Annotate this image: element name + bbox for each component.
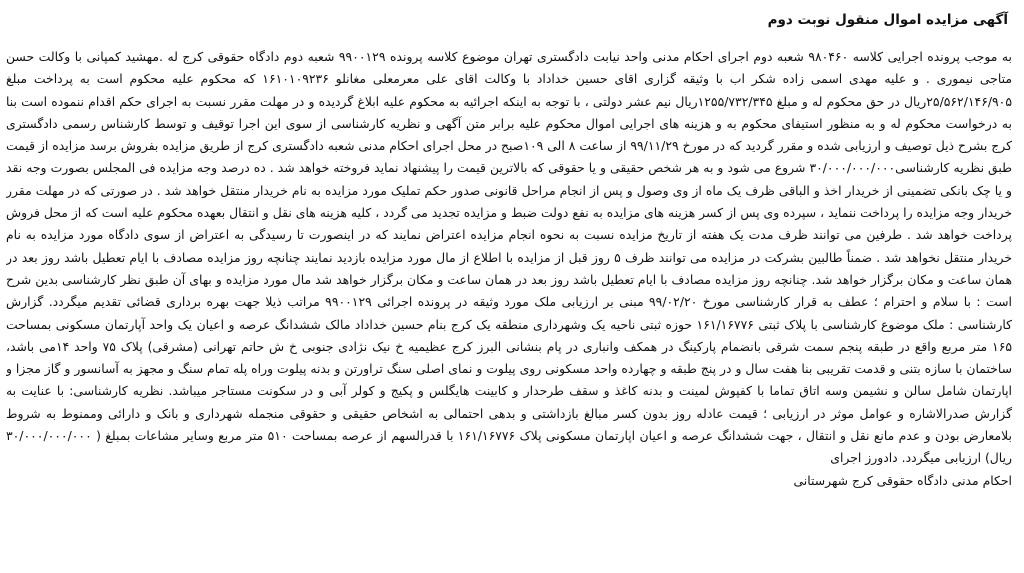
notice-signature: احکام مدنی دادگاه حقوقی کرج شهرستانی: [793, 472, 1012, 488]
notice-body: به موجب پرونده اجرایی کلاسه ۹۸۰۴۶۰ شعبه دوم اجرای احکام مدنی واحد نیابت دادگستری تهران موضوع کلاسه پرونده ۹۹۰۰۱۲۹ شعبه دوم دادگاه حقوقی کرج له .مهشید کمپانی با وکالت حسن متاجی نیموری . و علیه مهدی اسمی زاده شکر اب با وثیقه گزاری اقای حسین خداداد با وکالت اقای علی معرمعلی مغانلو ۱۶۱۰۱۰۹۲۳۶ که محکوم علیه محکوم است به پرداخت مبلغ ۲۵/۵۶۲/۱۴۶/۹۰۵ریال در حق محکوم له و مبلغ ۱۲۵۵/۷۳۲/۳۴۵ریال نیم عشر دولتی ، با توجه به اینکه اجرائیه به محکوم علیه ابلاغ گردیده و در مهلت مقرر نسبت به اجرای حکم اقدام ننموده است بنا به درخواست محکوم له و به منظور استیفای محکوم به و هزینه های اجرایی اموال محکوم علیه برابر متن آگهی و نظریه کارشناسی از سوی این اجرا توقیف و توسط کارشناس رسمی دادگستری کرج بشرح ذیل توصیف و ارزیابی شده و مقرر گردید که در مورخ ۹۹/۱۱/۲۹ از ساعت ۸ الی ۱۰۹صبح در محل اجرای احکام مدنی شعبه دادگستری کرج از طریق مزایده بفروش برسد مزایده از قیمت طبق نظریه کارشناسی۳۰/۰۰۰/۰۰۰/۰۰۰ شروع می شود و به هر شخص حقیقی و یا حقوقی که بالاترین قیمت را پیشنهاد نماید فروخته خواهد شد . ده درصد وجه مزایده فی المجلس بصورت وجه نقد و یا چک بانکی تضمینی از خریدار اخذ و الباقی ظرف یک ماه از وی وصول و پس از انجام مراحل قانونی صدور حکم تملیک مورد مزایده به نام خریدار منتقل خواهد شد . در صورتی که در مهلت مقرر خریدار وجه مزایده را پرداخت ننماید ، سپرده وی پس از کسر هزینه های مزایده به نفع دولت ضبط و مزایده تجدید می گردد ، کلیه هزینه های نقل و انتقال بعهده محکوم علیه است که از محل فروش پرداخت خواهد شد . طرفین می توانند ظرف مدت یک هفته از تاریخ مزایده نسبت به نحوه انجام مزایده اعتراض نمایند که در اینصورت تا رسیدگی به اعتراض از سوی دادگاه مورد مزایده به نام خریدار منتقل نخواهد شد . ضمناً طالبین بشرکت در مزایده می توانند ظرف ۵ روز قبل از مزایده با اطلاع از مال مورد مزایده بازدید نمایند چنانچه روز مزایده مصادف با ایام تعطیل باشد روز بعد در همان ساعت و مکان برگزار خواهد شد. چنانچه روز مزایده مصادف با ایام تعطیل باشد روز بعد در همان ساعت و مکان برگزار خواهد شد مال مورد مزایده و بهای آن طبق نظر کارشناسی بدین شرح است : با سلام و احترام ؛ عطف به قرار کارشناسی مورخ ۹۹/۰۲/۲۰ مبنی بر ارزیابی ملک مورد وثیقه در پرونده اجرائی ۹۹۰۰۱۲۹ مراتب ذیلا جهت بهره برداری قضائی تقدیم میگردد. گزارش کارشناسی : ملک موضوع کارشناسی با پلاک ثبتی ۱۶۱/۱۶۷۷۶ حوزه ثبتی ناحیه یک وشهرداری منطقه یک کرج بنام حسین خداداد مالک ششدانگ عرصه و اعیان یک واحد آپارتمان مسکونی بمساحت ۱۶۵ متر مربع واقع در طبقه پنجم سمت شرقی بانضمام پارکینگ در همکف وانباری در پام بنشانی البرز کرج عظیمیه خ نیک نژادی جنوبی خ ش حاتم تهرانی (مشرقی) پلاک ۷۵ واحد ۱۴می باشد، ساختمان با سازه بتنی و قدمت تقریبی بنا هفت سال و در پنج طبقه و چهارده واحد مسکونی روی پیلوت و نمای اصلی سنگ تراورتن و بدنه پیلوت وراه پله تمام سنگ و مجهز به آسانسور و گاز مجزا و اپارتمان شامل سالن و نشیمن وسه اتاق تماما با کفپوش لمینت و بدنه کاغذ و سقف طرحدار و کابینت هایگلس و پکیج و کولر آبی و در سکونت مستاجر میباشد. نظریه کارشناسی: با عنایت به گزارش صدرالاشاره و عوامل موثر در ارزیابی ؛ قیمت عادله روز بدون کسر مبالغ بازداشتی و بدهی احتمالی به اشخاص حقیقی و حقوقی منجمله شهرداری و بانک و دارائی وممنوط به شروط بلامعارض بودن و عدم مانع نقل و انتقال ، جهت ششدانگ عرصه و اعیان اپارتمان مسکونی پلاک ۱۶۱/۱۶۷۷۶ با قدرالسهم از عرصه بمساحت ۵۱۰ متر مربع وسایر مشاعات بمبلغ ( ۳۰/۰۰۰/۰۰۰/۰۰۰ ریال) ارزیابی میگردد. دادورز اجرای: [6, 49, 1013, 466]
auction-notice: [6, 4, 1016, 569]
notice-title: آگهی مزایده اموال منقول نوبت دوم: [767, 12, 1008, 28]
